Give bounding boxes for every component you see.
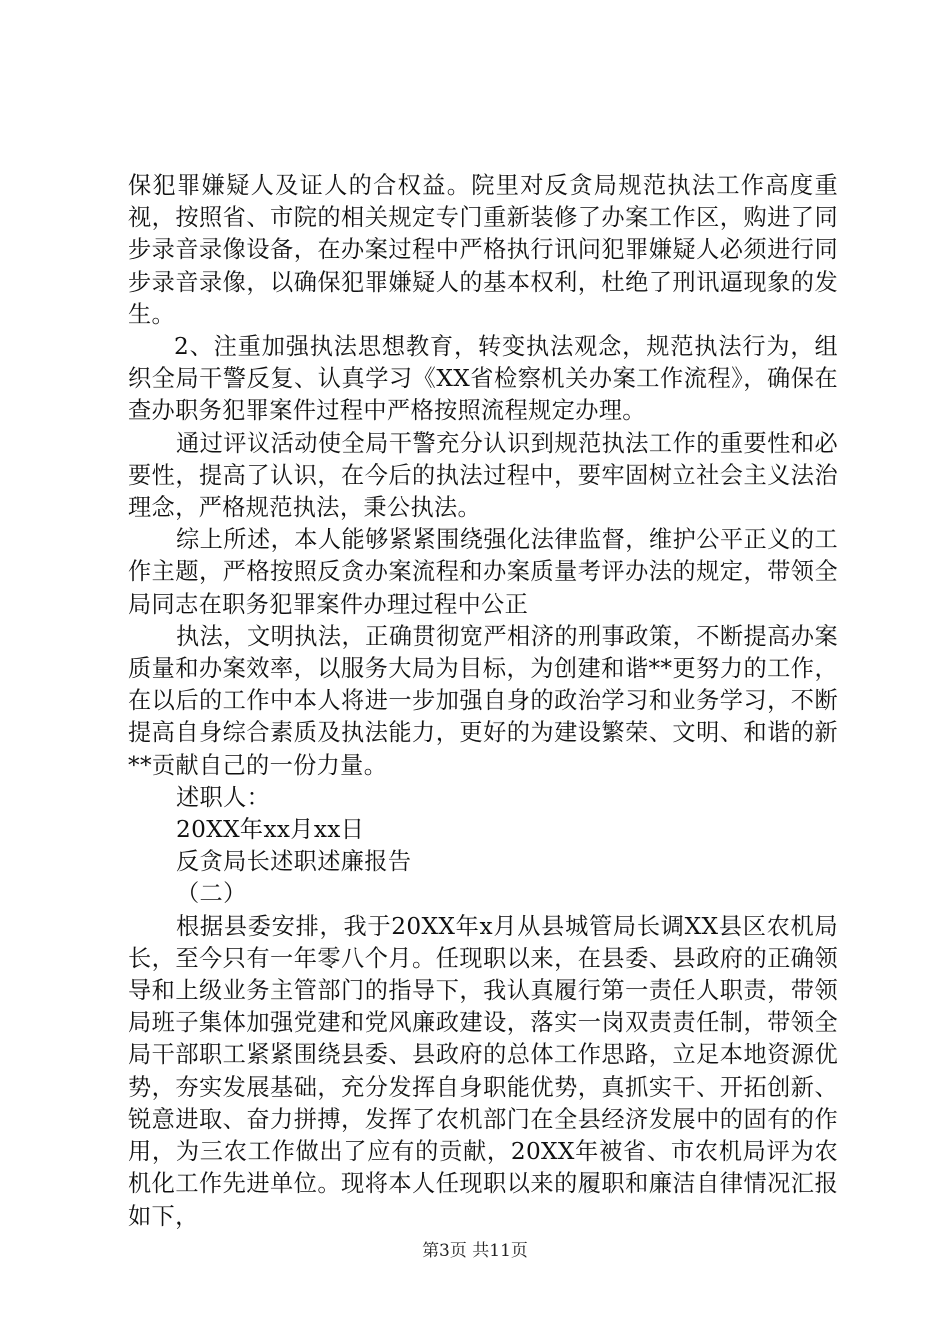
section-number: （二）	[176, 880, 247, 908]
paragraph-rights: 保犯罪嫌疑人及证人的合权益。院里对反贪局规范执法工作高度重视，按照省、市院的相关规定专门重新装修了办案工作区，购进了同步录音录像设备，在办案过程中严格执行讯问犯罪嫌疑人必须进行同步录音录像，以确保犯罪嫌疑人的基本权利，杜绝了刑讯逼现象的发生。	[128, 172, 838, 328]
paragraph-education: 2、注重加强执法思想教育，转变执法观念，规范执法行为，组织全局干警反复、认真学习《XX省检察机关办案工作流程》，确保在查办职务犯罪案件过程中严格按照流程规定办理。	[128, 333, 838, 425]
paragraph-conclusion: 执法，文明执法，正确贯彻宽严相济的刑事政策，不断提高办案质量和办案效率，以服务大局为目标，为创建和谐**更努力的工作，在以后的工作中本人将进一步加强自身的政治学习和业务学习，不断提高自身综合素质及执法能力，更好的为建设繁荣、文明、和谐的新**贡献自己的一份力量。	[128, 622, 838, 779]
section-title: 反贪局长述职述廉报告	[176, 848, 412, 876]
signature-label: 述职人：	[176, 783, 271, 811]
report-date: 20XX年xx月xx日	[176, 816, 365, 844]
document-body	[128, 170, 838, 1233]
page-footer: 第3页 共11页	[422, 1241, 528, 1261]
paragraph-summary: 综上所述，本人能够紧紧围绕强化法律监督，维护公平正义的工作主题，严格按照反贪办案流程和办案质量考评办法的规定，带领全局同志在职务犯罪案件办理过程中公正	[128, 526, 838, 618]
paragraph-introduction: 根据县委安排，我于20XX年x月从县城管局长调XX县区农机局长，至今只有一年零八个月。任现职以来，在县委、县政府的正确领导和上级业务主管部门的指导下，我认真履行第一责任人职责，带领局班子集体加强党建和党风廉政建设，落实一岗双责责任制，带领全局干部职工紧紧围绕县委、县政府的总体工作思路，立足本地资源优势，夯实发展基础，充分发挥自身职能优势，真抓实干、开拓创新、锐意进取、奋力拼搏，发挥了农机部门在全县经济发展中的固有的作用，为三农工作做出了应有的贡献，20XX年被省、市农机局评为农机化工作先进单位。现将本人任现职以来的履职和廉洁自律情况汇报如下，	[128, 912, 838, 1230]
paragraph-review: 通过评议活动使全局干警充分认识到规范执法工作的重要性和必要性，提高了认识，在今后的执法过程中，要牢固树立社会主义法治理念，严格规范执法，秉公执法。	[128, 429, 838, 522]
